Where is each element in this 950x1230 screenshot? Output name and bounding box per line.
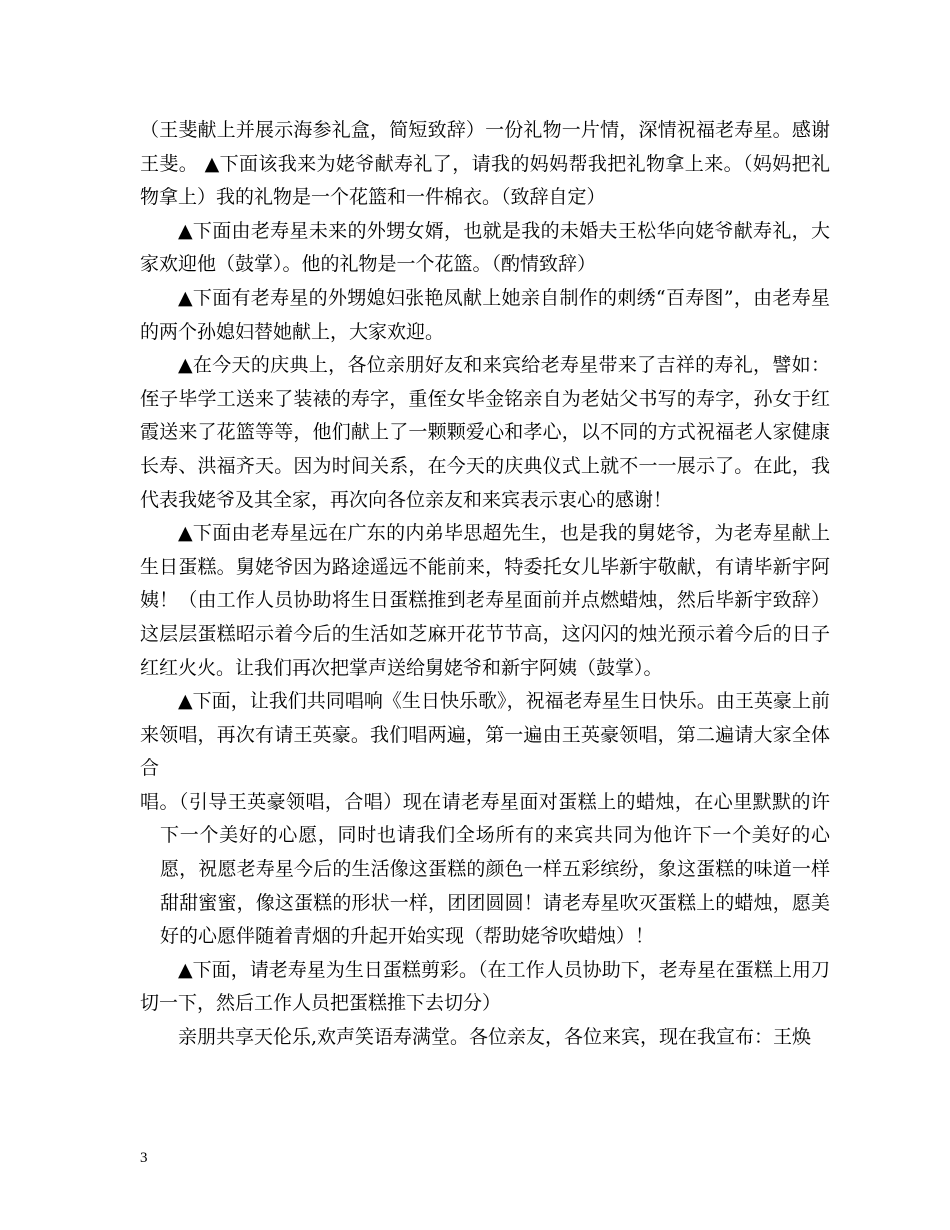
body-text	[140, 114, 830, 1055]
paragraph-9: 亲朋共享天伦乐,欢声笑语寿满堂。各位亲友，各位来宾，现在我宣布：王焕	[178, 1026, 812, 1049]
paragraph-4: ▲在今天的庆典上，各位亲朋好友和来宾给老寿星带来了吉祥的寿礼，譬如：侄子毕学工送来了装裱的寿字，重侄女毕金铭亲自为老姑父书写的寿字，孙女于红霞送来了花篮等等，他们献上了一颗颗爱心和孝心，以不同的方式祝福老人家健康长寿、洪福齐天。因为时间关系，在今天的庆典仪式上就不一一展示了。在此，我代表我姥爷及其全家，再次向各位亲友和来宾表示衷心的感谢！	[140, 354, 830, 511]
page-number: 3	[140, 1150, 148, 1166]
paragraph-2: ▲下面由老寿星未来的外甥女婿，也就是我的未婚夫王松华向姥爷献寿礼，大家欢迎他（鼓掌）。他的礼物是一个花篮。（酌情致辞）	[140, 219, 830, 276]
paragraph-3: ▲下面有老寿星的外甥媳妇张艳凤献上她亲自制作的刺绣“百寿图”，由老寿星的两个孙媳妇替她献上，大家欢迎。	[140, 286, 830, 343]
paragraph-1: （王斐献上并展示海参礼盒，简短致辞）一份礼物一片情，深情祝福老寿星。感谢王斐。 ▲下面该我来为姥爷献寿礼了，请我的妈妈帮我把礼物拿上来。（妈妈把礼物拿上）我的礼物是一个花篮和一件棉衣。（致辞自定）	[140, 119, 830, 209]
paragraph-6: ▲下面，让我们共同唱响《生日快乐歌》，祝福老寿星生日快乐。由王英豪上前来领唱，再次有请王英豪。我们唱两遍，第一遍由王英豪领唱，第二遍请大家全体合	[140, 690, 830, 780]
paragraph-7: 唱。（引导王英豪领唱，合唱）现在请老寿星面对蛋糕上的蜡烛，在心里默默的许下一个美好的心愿，同时也请我们全场所有的来宾共同为他许下一个美好的心愿，祝愿老寿星今后的生活像这蛋糕的颜色一样五彩缤纷，象这蛋糕的味道一样甜甜蜜蜜，像这蛋糕的形状一样，团团圆圆！请老寿星吹灭蛋糕上的蜡烛，愿美好的心愿伴随着青烟的升起开始实现（帮助姥爷吹蜡烛）！	[140, 790, 830, 948]
paragraph-8: ▲下面，请老寿星为生日蛋糕剪彩。（在工作人员协助下，老寿星在蛋糕上用刀切一下，然后工作人员把蛋糕推下去切分）	[140, 958, 830, 1015]
paragraph-5: ▲下面由老寿星远在广东的内弟毕思超先生，也是我的舅姥爷，为老寿星献上生日蛋糕。舅姥爷因为路途遥远不能前来，特委托女儿毕新宇敬献，有请毕新宇阿姨！（由工作人员协助将生日蛋糕推到老寿星面前并点燃蜡烛，然后毕新宇致辞）这层层蛋糕昭示着今后的生活如芝麻开花节节高，这闪闪的烛光预示着今后的日子红红火火。让我们再次把掌声送给舅姥爷和新宇阿姨（鼓掌）。	[140, 522, 830, 679]
